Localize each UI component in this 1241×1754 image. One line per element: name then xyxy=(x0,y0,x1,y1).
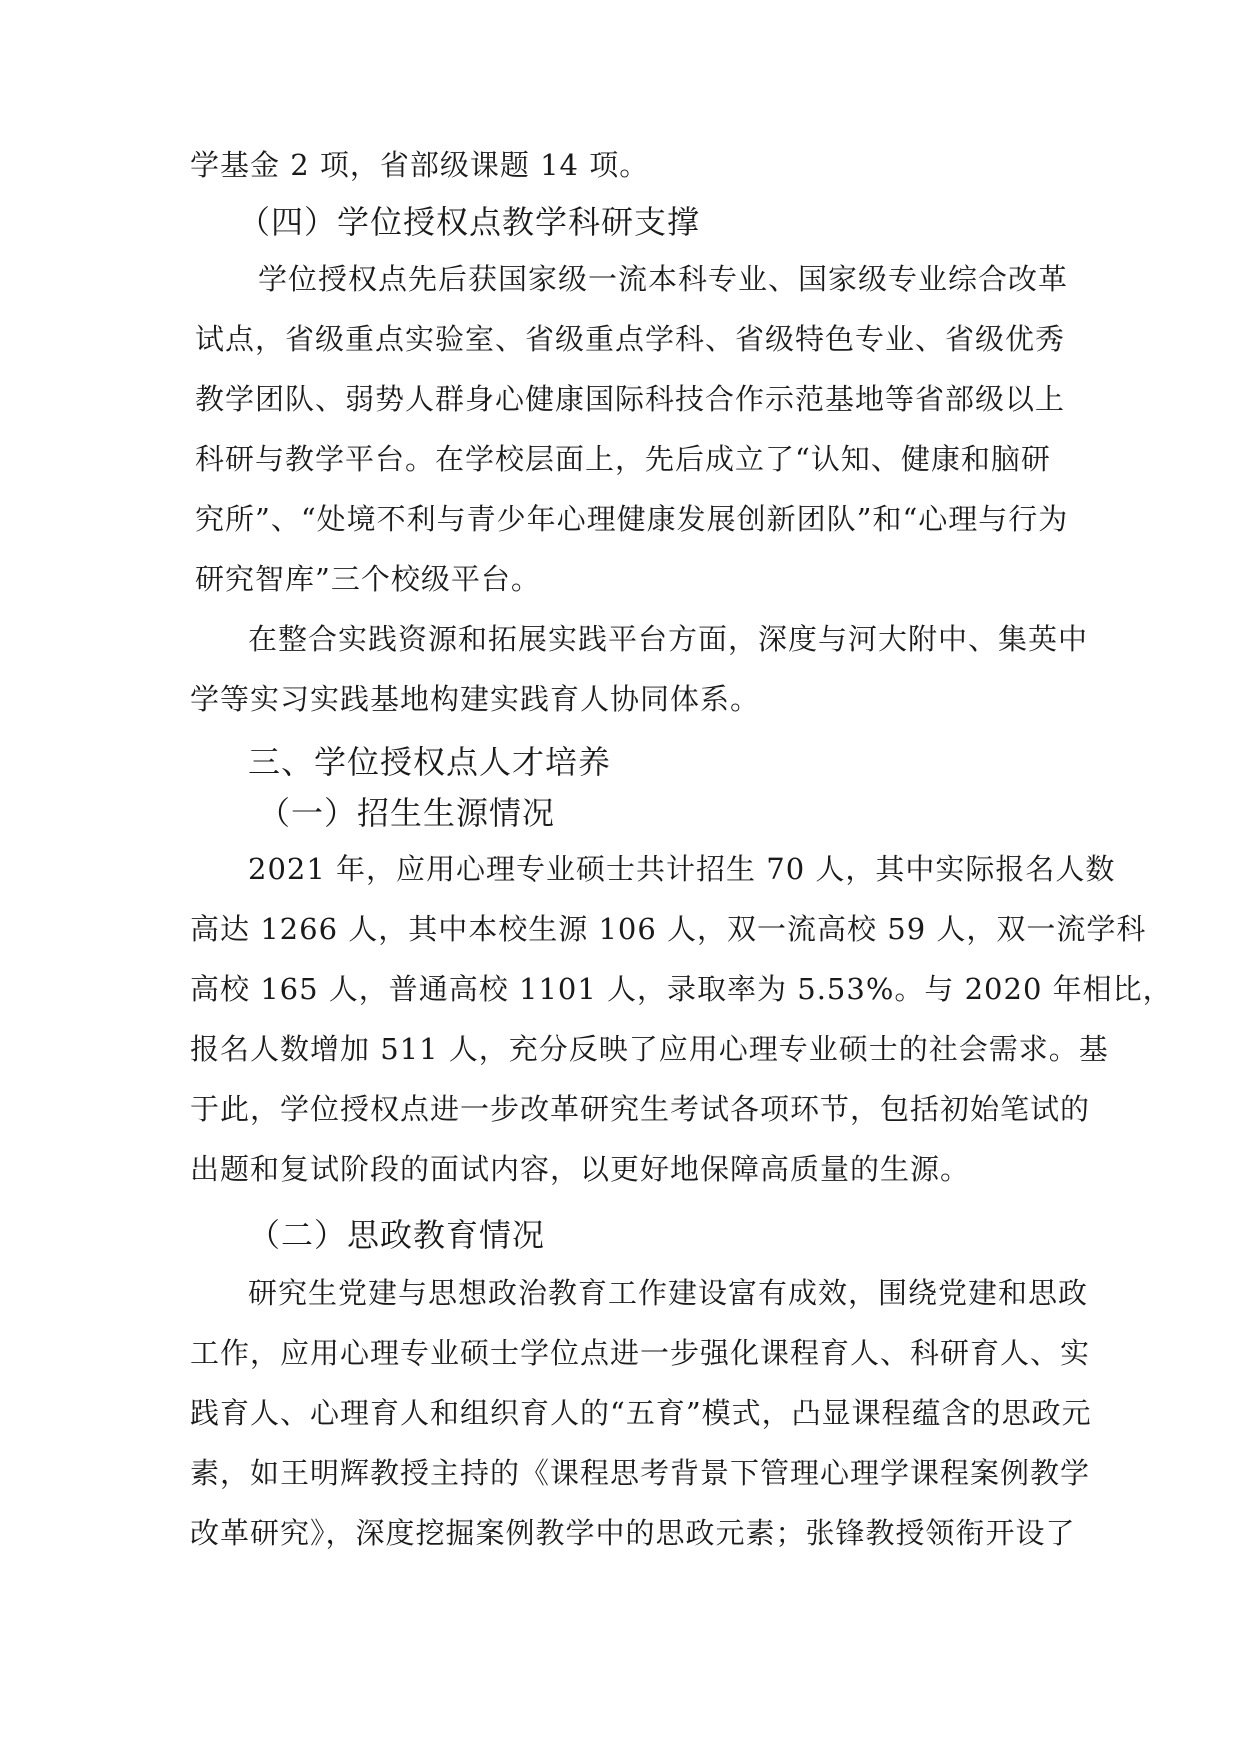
paragraph-line: 2021 年，应用心理专业硕士共计招生 70 人，其中实际报名人数 xyxy=(248,852,1116,886)
paragraph-line: 试点，省级重点实验室、省级重点学科、省级特色专业、省级优秀 xyxy=(195,322,1066,356)
paragraph-line: 在整合实践资源和拓展实践平台方面，深度与河大附中、集英中 xyxy=(248,622,1089,656)
paragraph-line: 出题和复试阶段的面试内容，以更好地保障高质量的生源。 xyxy=(190,1152,971,1186)
paragraph-line: 研究智库”三个校级平台。 xyxy=(195,562,541,596)
paragraph-line: 学等实习实践基地构建实践育人协同体系。 xyxy=(190,682,761,716)
section-heading: （二）思政教育情况 xyxy=(248,1216,546,1254)
paragraph-line: 工作，应用心理专业硕士学位点进一步强化课程育人、科研育人、实 xyxy=(190,1336,1091,1370)
paragraph-line: 践育人、心理育人和组织育人的“五育”模式，凸显课程蕴含的思政元 xyxy=(190,1396,1092,1430)
paragraph-line: 高达 1266 人，其中本校生源 106 人，双一流高校 59 人，双一流学科 xyxy=(190,912,1147,946)
paragraph-line: 素，如王明辉教授主持的《课程思考背景下管理心理学课程案例教学 xyxy=(190,1456,1091,1490)
paragraph-line: 学基金 2 项，省部级课题 14 项。 xyxy=(190,148,650,182)
paragraph-line: 学位授权点先后获国家级一流本科专业、国家级专业综合改革 xyxy=(258,262,1069,296)
paragraph-line: 科研与教学平台。在学校层面上，先后成立了“认知、健康和脑研 xyxy=(195,442,1051,476)
section-heading: （四）学位授权点教学科研支撑 xyxy=(238,203,701,241)
paragraph-line: 研究生党建与思想政治教育工作建设富有成效，围绕党建和思政 xyxy=(248,1276,1089,1310)
paragraph-line: 高校 165 人，普通高校 1101 人，录取率为 5.53%。与 2020 年相比， xyxy=(190,972,1173,1006)
section-heading: （一）招生生源情况 xyxy=(258,794,556,832)
paragraph-line: 改革研究》，深度挖掘案例教学中的思政元素；张锋教授领衔开设了 xyxy=(190,1516,1076,1550)
paragraph-line: 于此，学位授权点进一步改革研究生考试各项环节，包括初始笔试的 xyxy=(190,1092,1091,1126)
chapter-heading: 三、学位授权点人才培养 xyxy=(248,743,612,781)
paragraph-line: 究所”、“处境不利与青少年心理健康发展创新团队”和“心理与行为 xyxy=(195,502,1069,536)
paragraph-line: 教学团队、弱势人群身心健康国际科技合作示范基地等省部级以上 xyxy=(195,382,1066,416)
paragraph-line: 报名人数增加 511 人，充分反映了应用心理专业硕士的社会需求。基 xyxy=(190,1032,1109,1066)
